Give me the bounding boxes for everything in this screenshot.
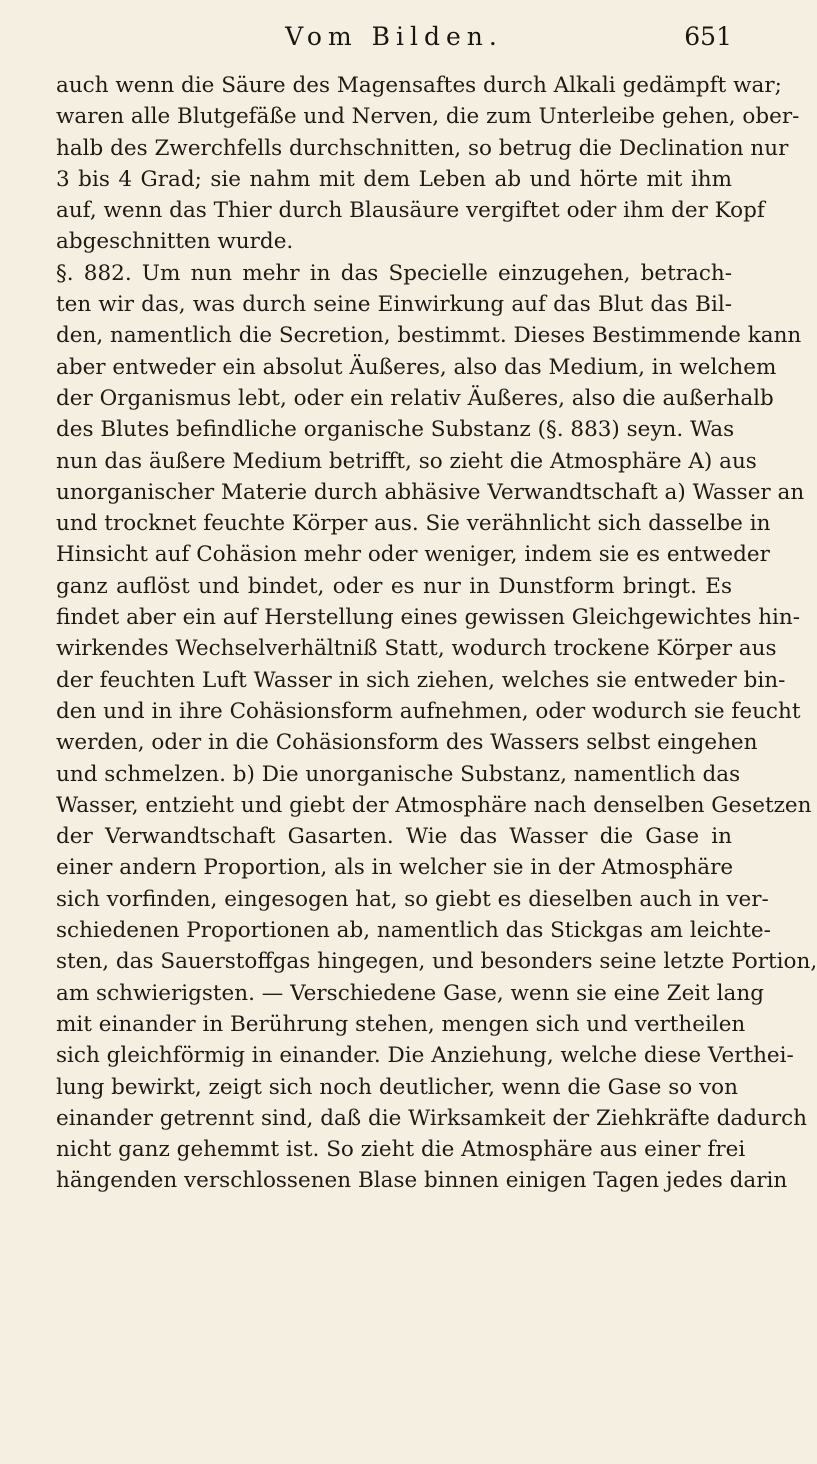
running-title: Vom Bilden. (285, 22, 503, 51)
text-line: ten wir das, was durch seine Einwirkung auf das Blut das Bil- (56, 292, 732, 318)
text-line: unorganischer Materie durch abhäsive Verwandtschaft a) Wasser an (56, 479, 805, 505)
text-line: abgeschnitten wurde. (56, 229, 294, 255)
text-line: §. 882. Um nun mehr in das Specielle einzugehen, betrach- (56, 260, 732, 286)
text-line: auf, wenn das Thier durch Blausäure vergiftet oder ihm der Kopf (56, 198, 765, 224)
text-line: den und in ihre Cohäsionsform aufnehmen, oder wodurch sie feucht (56, 698, 801, 724)
text-line: wirkendes Wechselverhältniß Statt, wodurch trockene Körper aus (56, 636, 777, 662)
text-line: halb des Zwerchfells durchschnitten, so betrug die Declination nur (56, 135, 789, 161)
text-line: schiedenen Proportionen ab, namentlich das Stickgas am leichte- (56, 918, 771, 944)
text-line: sich gleichförmig in einander. Die Anziehung, welche diese Verthei- (56, 1043, 794, 1069)
text-line: den, namentlich die Secretion, bestimmt. Dieses Bestimmende kann (56, 323, 802, 349)
text-line: der Organismus lebt, oder ein relativ Äußeres, also die außerhalb (56, 385, 774, 411)
text-line: waren alle Blutgefäße und Nerven, die zum Unterleibe gehen, ober- (56, 104, 800, 130)
text-line: nicht ganz gehemmt ist. So zieht die Atmosphäre aus einer frei (56, 1137, 746, 1163)
text-line: und schmelzen. b) Die unorganische Substanz, namentlich das (56, 761, 741, 787)
text-line: einer andern Proportion, als in welcher sie in der Atmosphäre (56, 855, 734, 881)
text-line: auch wenn die Säure des Magensaftes durch Alkali gedämpft war; (56, 73, 782, 98)
text-line: hängenden verschlossenen Blase binnen einigen Tagen jedes darin (56, 1168, 788, 1194)
running-head (56, 0, 732, 64)
text-line: 3 bis 4 Grad; sie nahm mit dem Leben ab und hörte mit ihm (56, 166, 732, 192)
text-line: Wasser, entzieht und giebt der Atmosphäre nach denselben Gesetzen (56, 792, 812, 818)
text-line: sten, das Sauerstoffgas hingegen, und besonders seine letzte Portion, (56, 949, 817, 975)
text-line: nun das äußere Medium betrifft, so zieht die Atmosphäre A) aus (56, 448, 757, 474)
text-line: der feuchten Luft Wasser in sich ziehen, welches sie entweder bin- (56, 667, 786, 693)
text-line: Hinsicht auf Cohäsion mehr oder weniger, indem sie es entweder (56, 542, 770, 568)
text-line: der Verwandtschaft Gasarten. Wie das Wasser die Gase in (56, 824, 732, 850)
text-line: werden, oder in die Cohäsionsform des Wassers selbst eingehen (56, 730, 758, 756)
text-line: einander getrennt sind, daß die Wirksamkeit der Ziehkräfte dadurch (56, 1105, 808, 1131)
page-number: 651 (684, 22, 732, 51)
text-line: findet aber ein auf Herstellung eines gewissen Gleichgewichtes hin- (56, 605, 801, 631)
text-line: und trocknet feuchte Körper aus. Sie verähnlicht sich dasselbe in (56, 511, 771, 537)
text-line: am schwierigsten. — Verschiedene Gase, wenn sie eine Zeit lang (56, 980, 764, 1006)
text-line: mit einander in Berührung stehen, mengen sich und vertheilen (56, 1011, 746, 1037)
text-line: des Blutes befindliche organische Substanz (§. 883) seyn. Was (56, 417, 735, 443)
text-line: lung bewirkt, zeigt sich noch deutlicher, wenn die Gase so von (56, 1074, 738, 1100)
text-line: ganz auflöst und bindet, oder es nur in Dunstform bringt. Es (56, 573, 732, 599)
body-text (56, 64, 817, 1197)
text-line: sich vorfinden, eingesogen hat, so giebt es dieselben auch in ver- (56, 886, 769, 912)
text-line: aber entweder ein absolut Äußeres, also das Medium, in welchem (56, 354, 777, 380)
